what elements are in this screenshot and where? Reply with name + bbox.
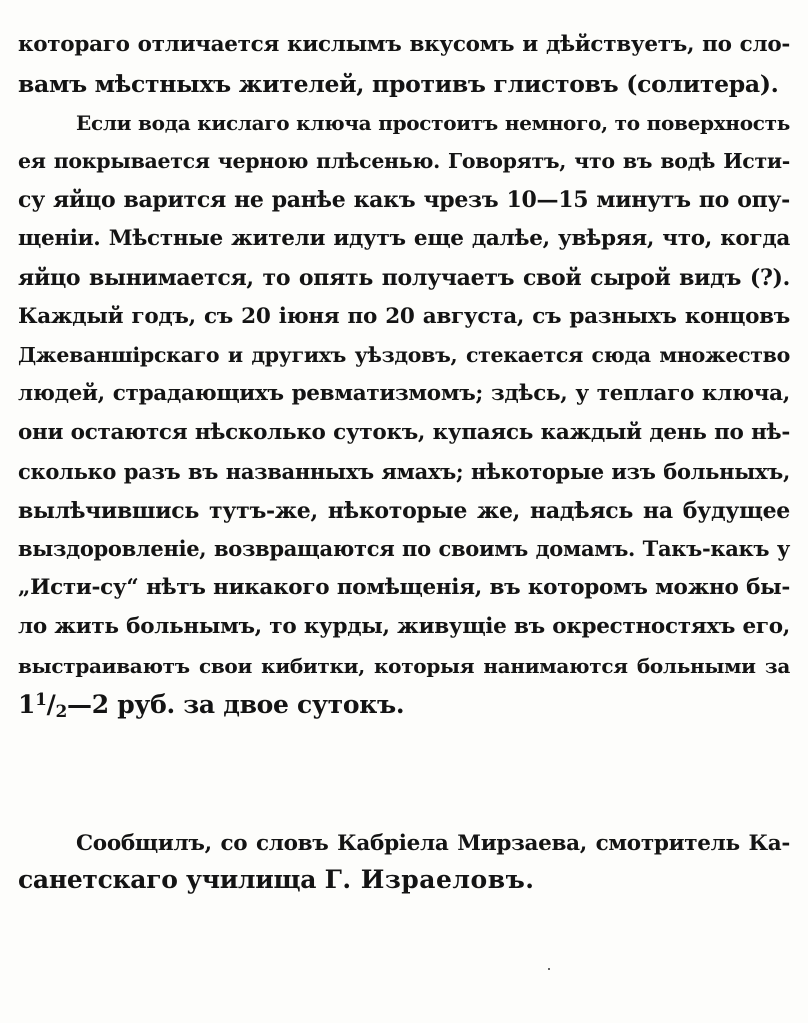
- text-line: ло жить больнымъ, то курды, живущіе въ окрестностяхъ его,: [18, 613, 790, 639]
- fraction-denominator: 2: [55, 701, 68, 722]
- text-line: ея покрывается черною плѣсенью. Говорятъ, что въ водѣ Исти-: [18, 149, 790, 174]
- text-line: выздоровленіе, возвращаются по своимъ домамъ. Такъ-какъ у: [18, 536, 790, 562]
- text-line: выстраиваютъ свои кибитки, которыя нанимаются больными за: [18, 653, 790, 678]
- body-text: [18, 26, 790, 724]
- text-line: людей, страдающихъ ревматизмомъ; здѣсь, у теплаго ключа,: [18, 381, 790, 407]
- fraction-slash: /: [46, 689, 56, 719]
- text-line: вылѣчившись тутъ-же, нѣкоторые же, надѣясь на будущее: [18, 497, 790, 524]
- signature-author: Г. Израеловъ.: [324, 865, 535, 894]
- text-line: су яйцо варится не ранѣе какъ чрезъ 10—15 минутъ по опу-: [18, 187, 790, 214]
- text-line: они остаются нѣсколько сутокъ, купаясь каждый день по нѣ-: [18, 419, 790, 445]
- text-line: щеніи. Мѣстные жители идутъ еще далѣе, увѣряя, что, когда: [18, 225, 790, 251]
- fraction-numerator: 1: [35, 689, 47, 710]
- text-line: котораго отличается кислымъ вкусомъ и дѣйствуетъ, по сло-: [18, 32, 790, 57]
- text-line: вамъ мѣстныхъ жителей, противъ глистовъ (солитера).: [18, 69, 779, 98]
- text-line: „Исти-су“ нѣтъ никакого помѣщенія, въ которомъ можно бы-: [18, 575, 790, 601]
- text-line: яйцо вынимается, то опять получаетъ свой сырой видъ (?).: [18, 264, 790, 291]
- text-line: Если вода кислаго ключа простоитъ немного, то поверхность: [76, 110, 790, 135]
- text-line: Каждый годъ, съ 20 іюня по 20 августа, съ разныхъ концовъ: [18, 303, 790, 329]
- last-line-rest: —2 руб. за двое сутокъ.: [67, 689, 405, 719]
- print-speck: [548, 968, 550, 970]
- text-line: Джеваншірскаго и другихъ уѣздовъ, стекается сюда множество: [18, 343, 790, 368]
- signature-block: [18, 826, 790, 898]
- signature-line: Сообщилъ, со словъ Кабріела Мирзаева, смотритель Ка-: [76, 831, 790, 856]
- signature-line: [18, 862, 790, 898]
- text-line: сколько разъ въ названныхъ ямахъ; нѣкоторые изъ больныхъ,: [18, 458, 790, 484]
- text-line-last: [18, 686, 790, 725]
- fraction-whole: 1: [18, 689, 36, 719]
- signature-prefix: санетскаго училища: [18, 865, 317, 894]
